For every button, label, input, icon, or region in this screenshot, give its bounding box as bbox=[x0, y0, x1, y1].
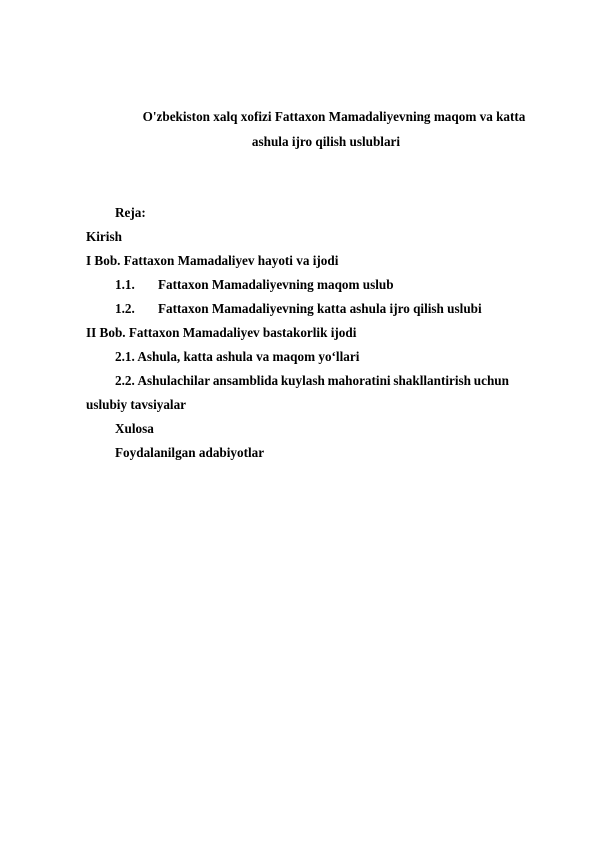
toc-item-2-2-word: uchun bbox=[473, 373, 509, 388]
toc-item-2-2-word: shakllantirish bbox=[393, 373, 472, 388]
toc-item-1-2-text: Fattaxon Mamadaliyevning katta ashula ijro qilish uslubi bbox=[158, 301, 482, 316]
toc-item-2-2-continuation: uslubiy tavsiyalar bbox=[86, 397, 187, 412]
toc-references: Foydalanilgan adabiyotlar bbox=[115, 445, 265, 460]
title-line-2: ashula ijro qilish uslublari bbox=[251, 134, 401, 149]
toc-item-2-2-word: 2.2. bbox=[115, 373, 135, 388]
toc-item-2-1: 2.1. Ashula, katta ashula va maqom yo‘llari bbox=[115, 349, 360, 364]
toc-item-2-2 bbox=[115, 372, 509, 390]
toc-item-1-1-text: Fattaxon Mamadaliyevning maqom uslub bbox=[158, 277, 394, 292]
toc-item-1-2-number: 1.2. bbox=[115, 301, 135, 316]
document-title bbox=[86, 104, 566, 154]
toc-item-1-2 bbox=[115, 300, 482, 318]
toc-item-2-2-word: ansamblida bbox=[212, 373, 279, 388]
toc-chapter-1: I Bob. Fattaxon Mamadaliyev hayoti va ijodi bbox=[86, 253, 339, 268]
toc-chapter-2: II Bob. Fattaxon Mamadaliyev bastakorlik ijodi bbox=[86, 325, 357, 340]
toc-item-2-2-word: Ashulachilar bbox=[137, 373, 211, 388]
plan-heading: Reja: bbox=[115, 205, 146, 220]
toc-conclusion: Xulosa bbox=[115, 421, 154, 436]
toc-item-2-2-word: kuylash bbox=[280, 373, 325, 388]
toc-item-2-2-word: mahoratini bbox=[327, 373, 391, 388]
title-line-1: O'zbekiston xalq xofizi Fattaxon Mamadaliyevning maqom va katta bbox=[142, 109, 526, 124]
toc-intro: Kirish bbox=[86, 229, 122, 244]
toc-item-1-1-number: 1.1. bbox=[115, 277, 135, 292]
toc-item-1-1 bbox=[115, 276, 394, 294]
